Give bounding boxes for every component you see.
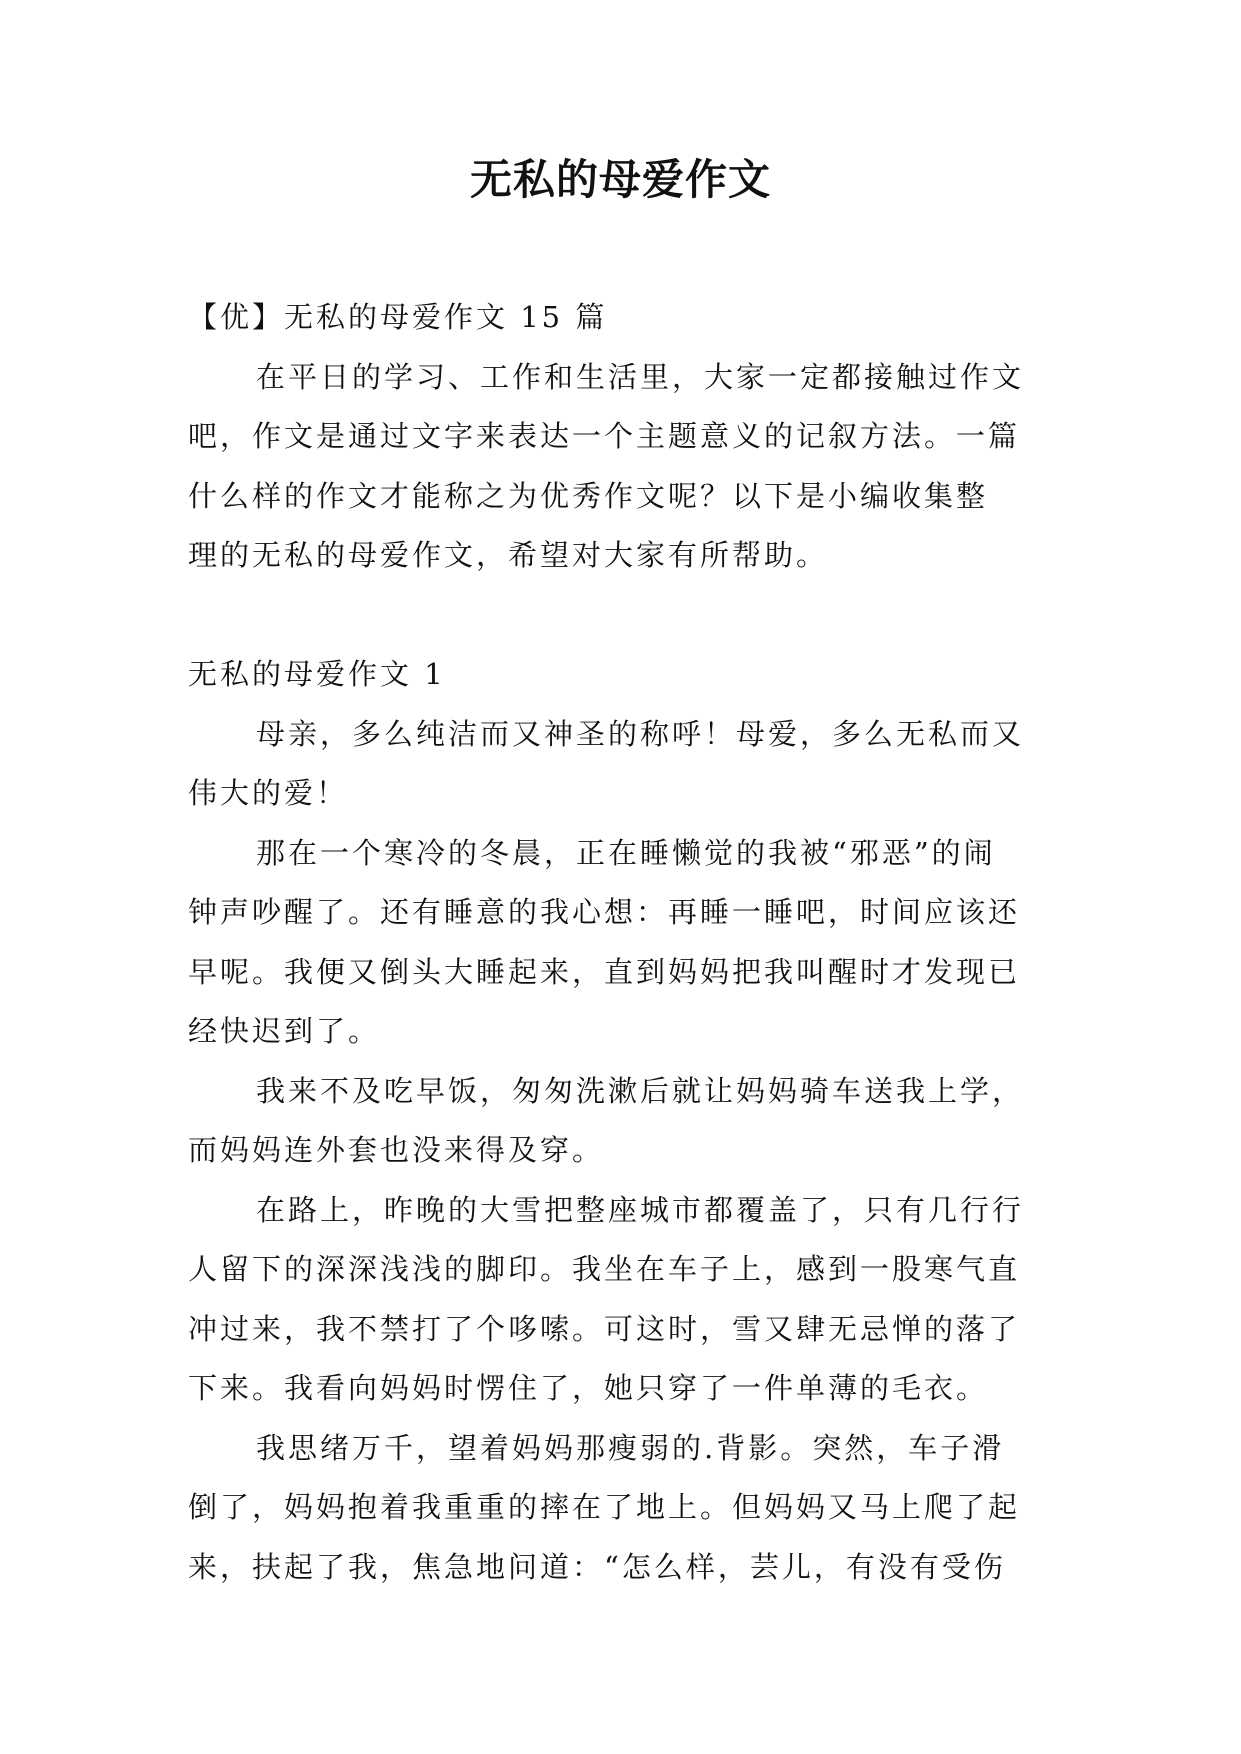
body-line: 那在一个寒冷的冬晨，正在睡懒觉的我被“邪恶”的闹: [256, 835, 996, 870]
subtitle-line: [188, 288, 1052, 348]
body-paragraph: [188, 1062, 1052, 1181]
document-body: [188, 288, 1052, 1597]
intro-line: 什么样的作文才能称之为优秀作文呢？以下是小编收集整: [188, 478, 989, 513]
body-line: 人留下的深深浅浅的脚印。我坐在车子上，感到一股寒气直: [188, 1252, 1021, 1286]
intro-line: 理的无私的母爱作文，希望对大家有所帮助。: [188, 538, 829, 572]
section-heading-text: 无私的母爱作文 1: [188, 657, 446, 691]
body-line: 在路上，昨晚的大雪把整座城市都覆盖了，只有几行行: [256, 1192, 1025, 1227]
body-line: 经快迟到了。: [188, 1014, 381, 1048]
paragraph-spacer: [188, 586, 1052, 646]
body-line: 钟声吵醒了。还有睡意的我心想：再睡一睡吧，时间应该还: [188, 895, 1021, 929]
body-line: 我来不及吃早饭，匆匆洗漱后就让妈妈骑车送我上学，: [256, 1073, 1025, 1108]
body-line: 伟大的爱！: [188, 776, 349, 810]
body-paragraph: [188, 705, 1052, 824]
document-title: 无私的母爱作文: [469, 155, 771, 204]
body-line: 我思绪万千，望着妈妈那瘦弱的.背影。突然，车子滑: [256, 1430, 1005, 1465]
body-line: 冲过来，我不禁打了个哆嗦。可这时，雪又肆无忌惮的落了: [188, 1311, 1021, 1346]
body-paragraph: [188, 824, 1052, 1062]
intro-line: 在平日的学习、工作和生活里，大家一定都接触过作文: [256, 359, 1025, 394]
body-paragraph: [188, 1181, 1052, 1419]
subtitle-text: 【优】无私的母爱作文 15 篇: [188, 300, 608, 334]
intro-line: 吧，作文是通过文字来表达一个主题意义的记叙方法。一篇: [188, 419, 1021, 453]
body-line: 下来。我看向妈妈时愣住了，她只穿了一件单薄的毛衣。: [188, 1371, 989, 1405]
section-heading: [188, 645, 1052, 705]
body-line: 倒了，妈妈抱着我重重的摔在了地上。但妈妈又马上爬了起: [188, 1490, 1021, 1524]
body-paragraph: [188, 1419, 1052, 1598]
body-line: 而妈妈连外套也没来得及穿。: [188, 1133, 605, 1167]
body-line: 母亲，多么纯洁而又神圣的称呼！母爱，多么无私而又: [256, 716, 1025, 751]
intro-paragraph: [188, 348, 1052, 586]
body-line: 早呢。我便又倒头大睡起来，直到妈妈把我叫醒时才发现已: [188, 954, 1021, 989]
body-line: 来，扶起了我，焦急地问道：“怎么样，芸儿，有没有受伤: [188, 1549, 1006, 1584]
